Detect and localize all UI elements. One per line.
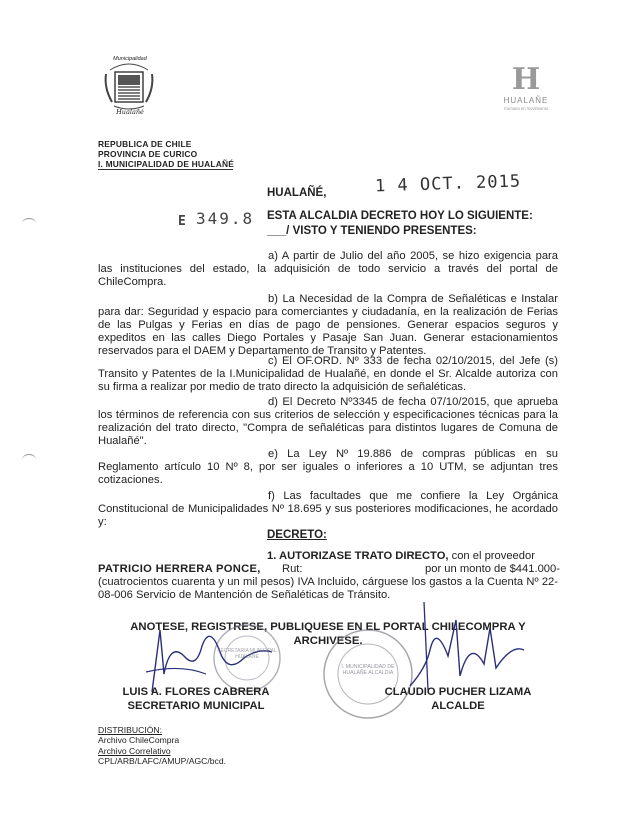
amount-lead: por un monto de $441.000- bbox=[425, 563, 560, 575]
address-line-country: REPUBLICA DE CHILE bbox=[98, 139, 192, 149]
consideration-f: f) Las facultades que me confiere la Ley Orgánica Constitucional de Municipalidades Nº 18.695 y sus posteriores modificaciones, he acordado y: bbox=[98, 490, 558, 529]
visto-subtitle: ___/ VISTO Y TENIENDO PRESENTES: bbox=[267, 225, 477, 237]
decree-title: ESTA ALCALDIA DECRETO HOY LO SIGUIENTE: bbox=[267, 210, 533, 222]
date-stamp: 1 4 OCT. 2015 bbox=[374, 171, 522, 197]
punch-hole-mark bbox=[22, 218, 36, 229]
consideration-d: d) El Decreto Nº3345 de fecha 07/10/2015, que aprueba los términos de referencia con sus criterios de selección y especificaciones técnicas para la realización del trato directo, "Compra de señaléticas para distintos lugares de Comuna de Hualañé". bbox=[98, 396, 558, 448]
distribution-title: DISTRIBUCIÓN: bbox=[98, 725, 162, 735]
hualane-logo bbox=[500, 64, 552, 120]
closing-statement: ANOTESE, REGISTRESE, PUBLIQUESE EN EL PORTAL CHILECOMPRA Y ARCHIVESE. bbox=[130, 621, 526, 647]
mayor-name: CLAUDIO PUCHER LIZAMA bbox=[384, 686, 532, 698]
address-underline bbox=[98, 169, 233, 170]
consideration-a: a) A partir de Julio del año 2005, se hizo exigencia para las instituciones del estado, la adquisición de todo servicio a través del portal de ChileCompra. bbox=[98, 250, 558, 289]
decree-number: 349.8 bbox=[196, 209, 255, 228]
distribution-item: Archivo Correlativo bbox=[98, 745, 171, 756]
secretary-role: SECRETARIO MUNICIPAL bbox=[127, 700, 265, 712]
resolution-body: (cuatrocientos cuarenta y un mil pesos) IVA Incluido, cárguese los gastos a la Cuenta Nº 22-08-006 Servicio de Mantención de Señaléticas de Tránsito. bbox=[98, 576, 558, 602]
mayor-seal-text: I. MUNICIPALIDAD DE HUALAÑE ALCALDIA bbox=[341, 664, 395, 676]
distribution-block bbox=[98, 725, 226, 767]
address-line-municipality: I. MUNICIPALIDAD DE HUALAÑÉ bbox=[98, 159, 234, 169]
hualane-logo-mark: H bbox=[511, 62, 541, 97]
rut-label: Rut: bbox=[282, 563, 303, 575]
mayor-role: ALCALDE bbox=[431, 700, 485, 712]
secretary-name: LUIS A. FLORES CABRERA bbox=[122, 686, 270, 698]
consideration-e: e) La Ley Nº 19.886 de compras públicas en su Reglamento artículo 10 Nº 8, por ser iguales o inferiores a 10 UTM, se adjuntan tres cotizaciones. bbox=[98, 448, 558, 487]
consideration-b: b) La Necesidad de la Compra de Señaléticas e Instalar para dar: Seguridad y espacio para comerciantes y ciudadanía, en la realización de Ferias de las Pulgas y Ferias en días de pago de pensiones. Generar espacios seguros y expeditos en las calles Diego Portales y Pasaje San Juan. Generar estacionamientos reservados para el DAEM y Departamento de Transito y Patentes. bbox=[98, 293, 558, 358]
consideration-c: c) El OF.ORD. Nº 333 de fecha 02/10/2015, del Jefe (s) Transito y Patentes de la I.Municipalidad de Hualañé, en donde el Sr. Alcalde autoriza con su firma a realizar por medio de trato directo la adquisición de señaléticas. bbox=[98, 355, 558, 394]
crest-bottom-text: Hualañé bbox=[116, 108, 144, 116]
distribution-item: CPL/ARB/LAFC/AMUP/AGC/bcd. bbox=[98, 756, 226, 767]
secretary-seal-text: SECRETARIA MUNICIPAL HUALAÑE bbox=[217, 648, 277, 660]
city-label: HUALAÑÉ, bbox=[267, 187, 327, 199]
decreto-label: DECRETO: bbox=[267, 529, 327, 541]
distribution-item: Archivo ChileCompra bbox=[98, 735, 180, 746]
hualane-logo-name: HUALAÑE bbox=[503, 96, 549, 105]
punch-hole-mark bbox=[22, 454, 36, 465]
address-block bbox=[98, 139, 234, 169]
hualane-logo-slogan: Comuna en movimiento bbox=[503, 106, 549, 111]
mayor-signature bbox=[400, 598, 550, 694]
resolution-lead-line bbox=[267, 550, 535, 562]
resolution-lead-rest: con el proveedor bbox=[448, 550, 535, 562]
resolution-lead: 1. AUTORIZASE TRATO DIRECTO, bbox=[267, 550, 449, 562]
decree-prefix: E bbox=[178, 214, 186, 229]
crest-arc-text: Municipalidad bbox=[113, 56, 147, 62]
provider-name: PATRICIO HERRERA PONCE, bbox=[98, 563, 261, 575]
address-line-province: PROVINCIA DE CURICO bbox=[98, 149, 198, 159]
